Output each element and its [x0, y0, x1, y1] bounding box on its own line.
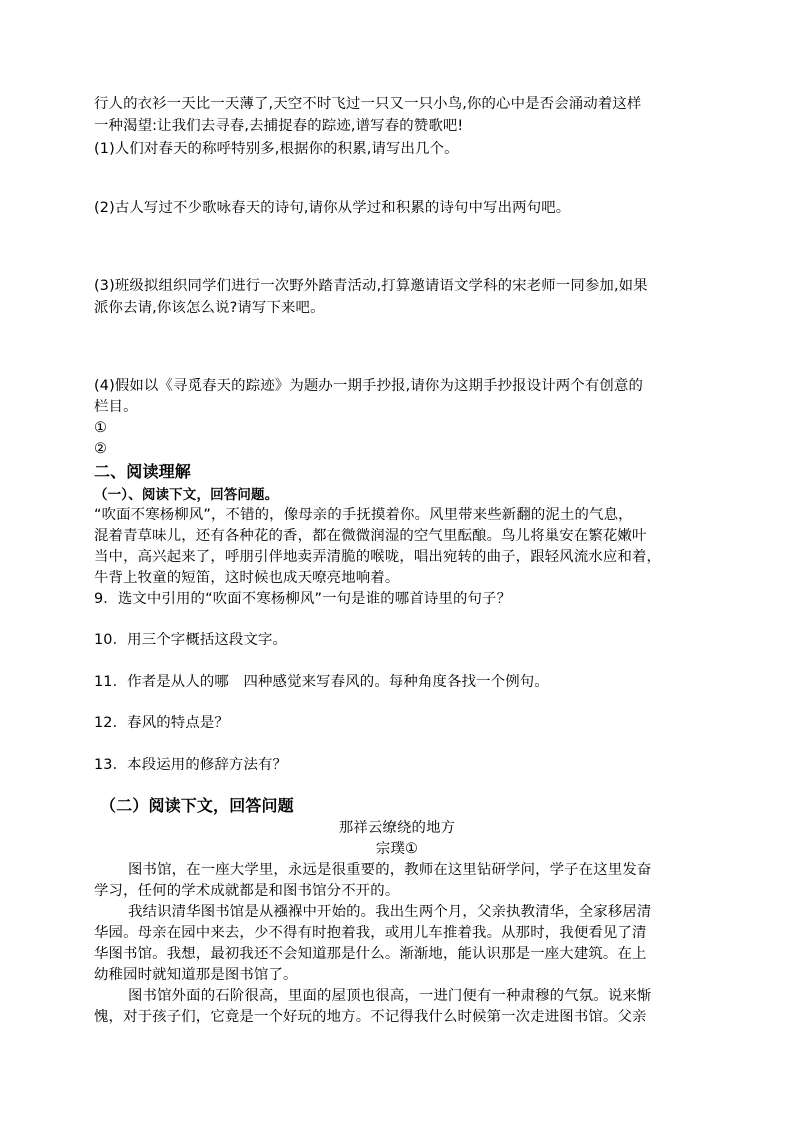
passage-line-1: “吹面不寒杨柳风”，不错的，像母亲的手抚摸着你。风里带来些新翻的泥土的气息，	[94, 507, 633, 523]
question-13: 13．本段运用的修辞方法有？	[94, 757, 288, 773]
question-9: 9．选文中引用的“吹面不寒杨柳风”一句是谁的哪首诗里的句子？	[94, 591, 512, 607]
question-4-line-1: (4)假如以《寻觅春天的踪迹》为题办一期手抄报,请你为这期手抄报设计两个有创意的	[94, 378, 644, 394]
article-paragraph-1-line-2: 学习，任何的学术成就都是和图书馆分不开的。	[94, 883, 400, 899]
question-12: 12．春风的特点是？	[94, 715, 229, 731]
question-4-line-2: 栏目。	[94, 399, 138, 415]
question-3-line-2: 派你去请,你该怎么说?请写下来吧。	[94, 300, 325, 316]
question-2: (2)古人写过不少歌咏春天的诗句,请你从学过和积累的诗句中写出两句吧。	[94, 200, 571, 216]
article-paragraph-1-line-1: 图书馆，在一座大学里，永远是很重要的，教师在这里钻研学问，学子在这里发奋	[128, 862, 652, 878]
article-paragraph-2-line-4: 幼稚园时就知道那是图书馆了。	[94, 967, 298, 983]
answer-blank-1: ①	[94, 420, 108, 436]
article-paragraph-2-line-1: 我结识清华图书馆是从襁褓中开始的。我出生两个月，父亲执教清华，全家移居清	[128, 904, 652, 920]
article-author: 宗璞①	[375, 841, 419, 857]
intro-line-2: 一种渴望:让我们去寻春,去捕捉春的踪迹,谱写春的赞歌吧!	[94, 118, 464, 134]
answer-blank-2: ②	[94, 441, 108, 457]
question-11: 11．作者是从人的哪 四种感觉来写春风的。每种角度各找一个例句。	[94, 674, 549, 690]
article-title: 那祥云缭绕的地方	[338, 820, 456, 836]
question-10: 10．用三个字概括这段文字。	[94, 632, 288, 648]
section-heading-reading: 二、阅读理解	[94, 462, 191, 481]
article-paragraph-3-line-1: 图书馆外面的石阶很高，里面的屋顶也很高，一进门便有一种肃穆的气氛。说来惭	[128, 988, 652, 1004]
article-paragraph-2-line-2: 华园。母亲在园中来去，少不得有时抱着我，或用儿车推着我。从那时，我便看见了清	[94, 925, 647, 941]
passage-line-2: 混着青草味儿，还有各种花的香，都在微微润湿的空气里酝酿。鸟儿将巢安在繁花嫩叶	[94, 528, 647, 544]
subsection-heading-1: （一）、阅读下文，回答问题。	[94, 487, 279, 503]
intro-line-1: 行人的衣衫一天比一天薄了,天空不时飞过一只又一只小鸟,你的心中是否会涌动着这样	[94, 96, 642, 112]
passage-line-3: 当中，高兴起来了，呼朋引伴地卖弄清脆的喉咙，唱出宛转的曲子，跟轻风流水应和着，	[94, 549, 662, 565]
question-3-line-1: (3)班级拟组织同学们进行一次野外踏青活动,打算邀请语文学科的宋老师一同参加,如果	[94, 278, 648, 294]
question-1: (1)人们对春天的称呼特别多,根据你的积累,请写出几个。	[94, 141, 459, 157]
article-paragraph-3-line-2: 愧，对于孩子们，它竟是一个好玩的地方。不记得我什么时候第一次走进图书馆。父亲	[94, 1009, 647, 1025]
article-paragraph-2-line-3: 华图书馆。我想，最初我还不会知道那是什么。渐渐地，能认识那是一座大建筑。在上	[94, 946, 647, 962]
subsection-heading-2: （二）阅读下文，回答问题	[100, 796, 294, 815]
passage-line-4: 牛背上牧童的短笛，这时候也成天嘹亮地响着。	[94, 570, 400, 586]
